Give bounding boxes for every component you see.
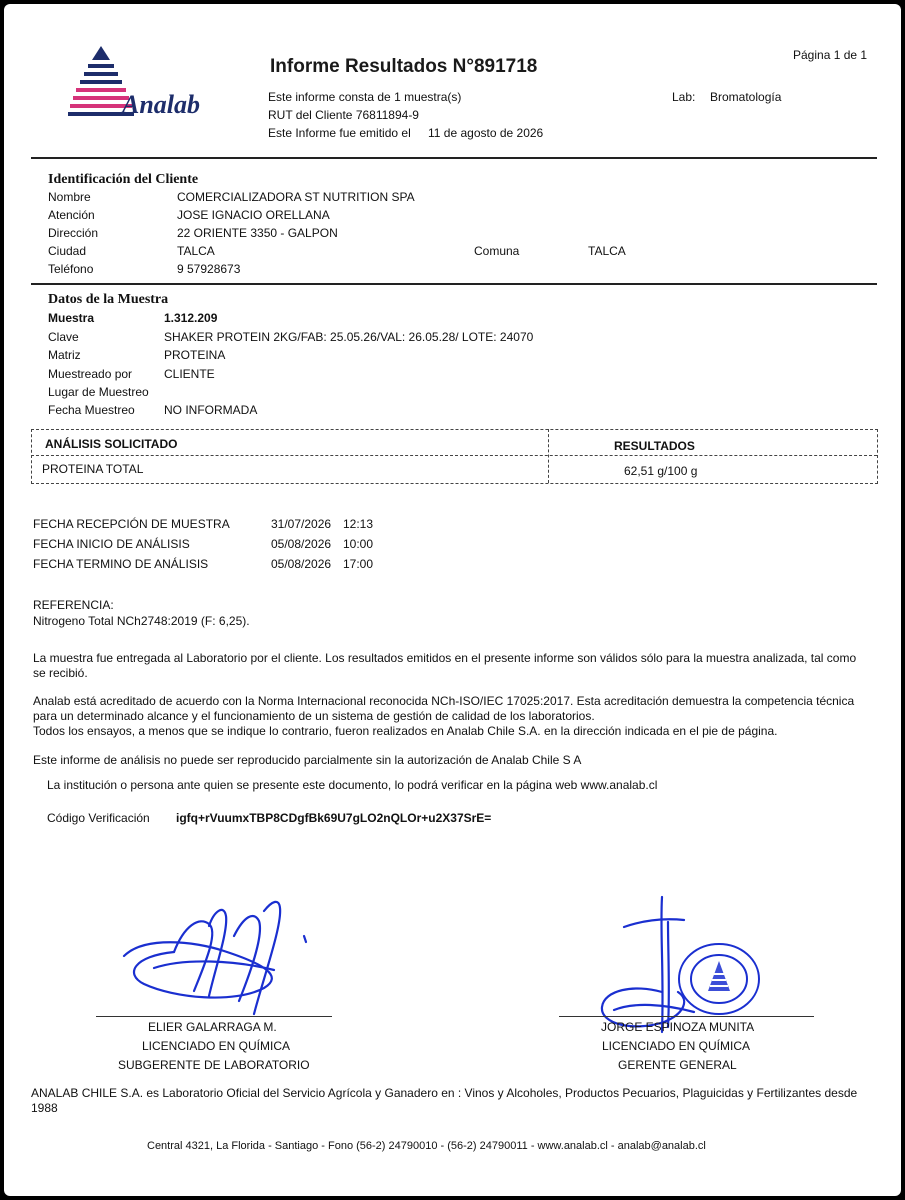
sample-value-fecha: NO INFORMADA: [164, 403, 258, 417]
verification-code[interactable]: igfq+rVuumxTBP8CDgfBk69U7gLO2nQLOr+u2X37SrE=: [176, 811, 492, 825]
signer-left-title2: SUBGERENTE DE LABORATORIO: [118, 1058, 310, 1072]
analab-logo: [66, 44, 226, 124]
analysis-row-result: 62,51 g/100 g: [624, 464, 698, 478]
results-col-header: RESULTADOS: [614, 439, 695, 453]
paragraph-validity: [33, 651, 856, 681]
sample-section-title: Datos de la Muestra: [48, 292, 169, 307]
signer-left-name: ELIER GALARRAGA M.: [148, 1020, 277, 1034]
signer-right-title1: LICENCIADO EN QUÍMICA: [602, 1039, 751, 1053]
client-label-telefono: Teléfono: [48, 262, 94, 276]
rut-line: RUT del Cliente 76811894-9: [268, 108, 419, 122]
signature-right-line: [559, 1016, 814, 1017]
sample-value-clave: SHAKER PROTEIN 2KG/FAB: 25.05.26/VAL: 26.05.28/ LOTE: 24070: [164, 330, 534, 344]
footer-official-line2: 1988: [31, 1101, 58, 1115]
sample-value-muestreado: CLIENTE: [164, 367, 215, 381]
client-section-title: Identificación del Cliente: [48, 172, 199, 187]
reference-label: REFERENCIA:: [33, 598, 114, 612]
sample-value-matriz: PROTEINA: [164, 348, 226, 362]
paragraph-accreditation-line3: Todos los ensayos, a menos que se indique lo contrario, fueron realizados en Analab Chile S.A. en la dirección indicada en el pie de página.: [33, 724, 778, 738]
issued-label: Este Informe fue emitido el: [268, 126, 411, 140]
analysis-table-row-divider: [31, 455, 877, 456]
client-divider: [31, 283, 877, 285]
sample-value-muestra: 1.312.209: [164, 311, 218, 325]
paragraph-accreditation: [33, 694, 854, 739]
samples-line: Este informe consta de 1 muestra(s): [268, 90, 462, 104]
client-value-direccion: 22 ORIENTE 3350 - GALPON: [177, 226, 338, 240]
client-label-atencion: Atención: [48, 208, 95, 222]
footer-address: Central 4321, La Florida - Santiago - Fono (56-2) 24790010 - (56-2) 24790011 - www.analab.cl - analab@analab.cl: [147, 1140, 706, 1152]
sample-label-fecha: Fecha Muestreo: [48, 403, 135, 417]
reference-text: Nitrogeno Total NCh2748:2019 (F: 6,25).: [33, 614, 250, 628]
sample-label-muestreado: Muestreado por: [48, 367, 133, 381]
client-value-atencion: JOSE IGNACIO ORELLANA: [177, 208, 330, 222]
page-info: Página 1 de 1: [793, 48, 868, 62]
issued-date: 11 de agosto de 2026: [428, 126, 544, 140]
analysis-row-name: PROTEINA TOTAL: [42, 462, 144, 476]
paragraph-verify: La institución o persona ante quien se presente este documento, lo podrá verificar en la página web www.analab.cl: [47, 778, 658, 792]
header-divider: [31, 157, 877, 159]
footer-official-line1: ANALAB CHILE S.A. es Laboratorio Oficial del Servicio Agrícola y Ganadero en : Vinos y Alcoholes, Productos Pecuarios, Plaguicidas y Fertilizantes desde: [31, 1086, 858, 1100]
client-label-ciudad: Ciudad: [48, 244, 87, 258]
footer-official: [31, 1086, 857, 1116]
signature-left-line: [96, 1016, 332, 1017]
date-value-termino: 05/08/2026: [271, 557, 332, 571]
logo-text: Analab: [122, 90, 201, 119]
paragraph-validity-line1: La muestra fue entregada al Laboratorio por el cliente. Los resultados emitidos en el presente informe son válidos sólo para la muestra analizada, tal como: [33, 651, 857, 665]
signature-left: [114, 896, 324, 1026]
lab-label: Lab:: [672, 90, 696, 104]
paragraph-reproduction: Este informe de análisis no puede ser reproducido parcialmente sin la autorización de Analab Chile S A: [33, 753, 582, 767]
signer-right-title2: GERENTE GENERAL: [618, 1058, 737, 1072]
paragraph-accreditation-line2: para un determinado alcance y el funcionamiento de un sistema de gestión de calidad de los laboratorios.: [33, 709, 595, 723]
client-value-telefono: 9 57928673: [177, 262, 241, 276]
paragraph-validity-line2: se recibió.: [33, 666, 88, 680]
client-value-nombre: COMERCIALIZADORA ST NUTRITION SPA: [177, 190, 415, 204]
client-value-comuna: TALCA: [588, 244, 626, 258]
date-value-inicio: 05/08/2026: [271, 537, 332, 551]
time-value-termino: 17:00: [343, 557, 374, 571]
date-label-termino: FECHA TERMINO DE ANÁLISIS: [33, 557, 209, 571]
signer-left-title1: LICENCIADO EN QUÍMICA: [142, 1039, 291, 1053]
verification-label: Código Verificación: [47, 811, 150, 825]
date-value-recepcion: 31/07/2026: [271, 517, 332, 531]
sample-label-clave: Clave: [48, 330, 79, 344]
analysis-table-col-divider: [548, 429, 549, 483]
client-value-ciudad: TALCA: [177, 244, 215, 258]
signer-right-name: JORGE ESPINOZA MUNITA: [601, 1020, 755, 1034]
lab-value: Bromatología: [710, 90, 782, 104]
sample-label-lugar: Lugar de Muestreo: [48, 385, 149, 399]
analysis-col-header: ANÁLISIS SOLICITADO: [45, 437, 178, 451]
paragraph-accreditation-line1: Analab está acreditado de acuerdo con la Norma Internacional reconocida NCh-ISO/IEC 17025:2017. Esta acreditación demuestra la competencia técnica: [33, 694, 855, 708]
date-label-inicio: FECHA INICIO DE ANÁLISIS: [33, 537, 190, 551]
time-value-recepcion: 12:13: [343, 517, 374, 531]
client-label-direccion: Dirección: [48, 226, 99, 240]
date-label-recepcion: FECHA RECEPCIÓN DE MUESTRA: [33, 517, 230, 531]
client-label-nombre: Nombre: [48, 190, 91, 204]
sample-label-muestra: Muestra: [48, 311, 95, 325]
report-title: Informe Resultados N°891718: [270, 56, 538, 77]
time-value-inicio: 10:00: [343, 537, 374, 551]
report-page: [4, 4, 901, 1196]
sample-label-matriz: Matriz: [48, 348, 81, 362]
client-label-comuna: Comuna: [474, 244, 520, 258]
